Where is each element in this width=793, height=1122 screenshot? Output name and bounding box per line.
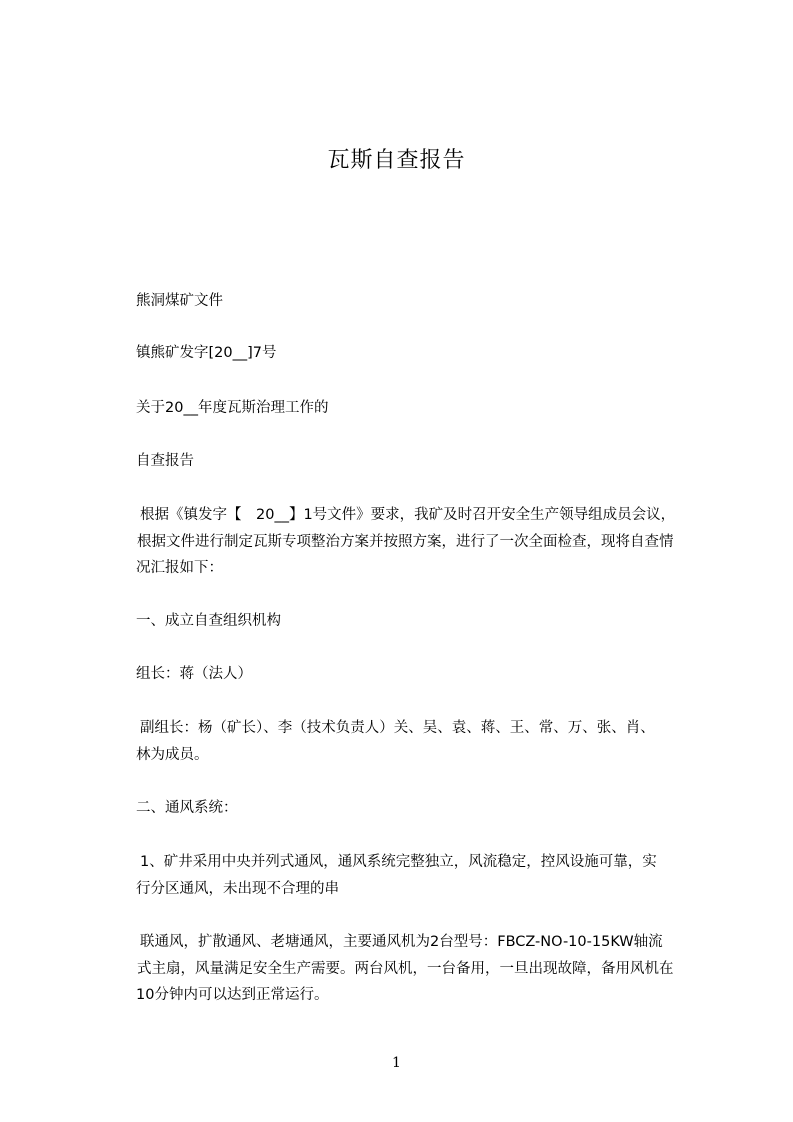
subject-line: 关于20__年度瓦斯治理工作的 bbox=[136, 400, 329, 416]
intro-line-3: 况汇报如下： bbox=[136, 560, 223, 576]
item2-line-3: 10分钟内可以达到正常运行。 bbox=[136, 987, 329, 1003]
intro-line-1: 根据《镇发字【 20__】1号文件》要求，我矿及时召开安全生产领导组成员会议， bbox=[140, 507, 676, 523]
item1-line-2: 行分区通风，未出现不合理的串 bbox=[136, 881, 339, 897]
deputy-line-1: 副组长：杨（矿长）、李（技术负责人）关、吴、袁、蒋、王、常、万、张、肖、 bbox=[140, 720, 655, 736]
item1-line-1: 1、矿井采用中央并列式通风，通风系统完整独立，风流稳定，控风设施可靠，实 bbox=[140, 854, 657, 870]
org-name: 熊洞煤矿文件 bbox=[136, 293, 223, 309]
document-title: 瓦斯自查报告 bbox=[327, 148, 466, 173]
section-heading-1: 一、成立自查组织机构 bbox=[136, 613, 281, 629]
deputy-line-2: 林为成员。 bbox=[136, 747, 209, 763]
item2-line-2: 式主扇，风量满足安全生产需要。两台风机，一台备用，一旦出现故障，备用风机在 bbox=[137, 961, 674, 977]
intro-line-2: 根据文件进行制定瓦斯专项整治方案并按照方案，进行了一次全面检查，现将自查情 bbox=[137, 534, 674, 550]
item2-line-1: 联通风，扩散通风、老塘通风，主要通风机为2台型号：FBCZ-NO-10-15KW轴流 bbox=[140, 934, 663, 950]
section-heading-2: 二、通风系统： bbox=[136, 800, 238, 816]
leader-line: 组长：蒋（法人） bbox=[136, 666, 252, 682]
document-number: 镇熊矿发字[20__]7号 bbox=[136, 345, 277, 361]
subject-line-2: 自查报告 bbox=[136, 453, 194, 469]
page-number: 1 bbox=[392, 1055, 401, 1071]
